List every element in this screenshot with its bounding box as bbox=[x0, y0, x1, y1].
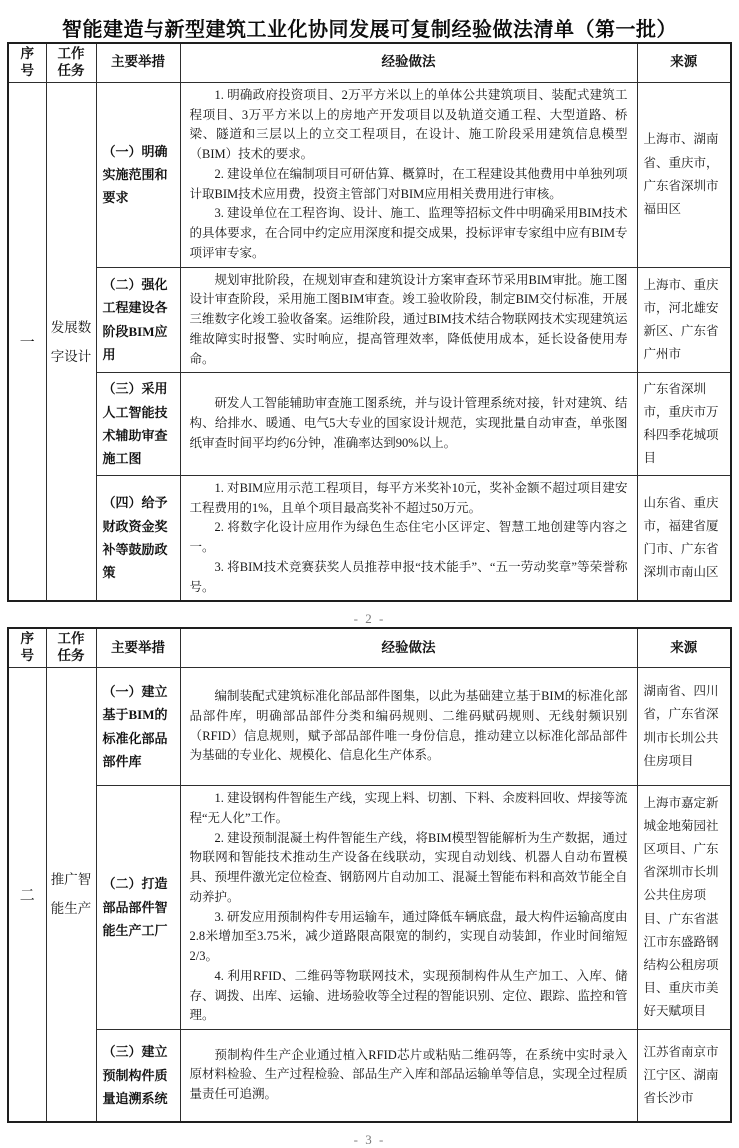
source-cell: 湖南省、四川省，广东省深圳市长圳公共住房项目 bbox=[637, 668, 731, 786]
practice-paragraph: 3. 研发应用预制构件专用运输车，通过降低车辆底盘，最大构件运输高度由2.8米增加至3.75米，减少道路限高限宽的制约，实现自动装卸，作业时间缩短2/3。 bbox=[189, 909, 628, 964]
practice-cell bbox=[180, 1030, 637, 1122]
practice-paragraph: 3. 建设单位在工程咨询、设计、施工、监理等招标文件中明确采用BIM技术的具体要求，在合同中约定应用深度和提交成果，投标评审专家组中应有BIM专项评审专家。 bbox=[189, 206, 628, 260]
practice-paragraph: 2. 建设预制混凝土构件智能生产线，将BIM模型智能解析为生产数据，通过物联网和智能技术推动生产设备在线联动，实现自动划线、机器人自动布置模具、预埋件激光定位检查、钢筋网片自动加工、混凝土智能布料和高效节能全自动养护。 bbox=[189, 830, 628, 904]
section1-task: 发展数字设计 bbox=[46, 82, 96, 601]
practice-paragraph: 1. 明确政府投资项目、2万平方米以上的单体公共建筑项目、装配式建筑工程项目、3万平方米以上的房地产开发项目以及轨道交通工程、大型道路、桥梁、隧道和三层以上的立交工程项目，在设计、施工阶段采用建筑信息模型（BIM）技术的要求。 bbox=[189, 87, 628, 161]
source-cell: 山东省、重庆市，福建省厦门市、广东省深圳市南山区 bbox=[637, 475, 731, 601]
page-number-3: - 3 - bbox=[353, 1131, 386, 1147]
table-digital-design bbox=[7, 42, 732, 602]
table-row bbox=[8, 786, 731, 1030]
practice-paragraph: 1. 建设钢构件智能生产线，实现上料、切割、下料、余废料回收、焊接等流程“无人化”工作。 bbox=[189, 791, 628, 825]
column-header-index: 序号 bbox=[8, 43, 46, 82]
measure-cell: （四）给予财政资金奖补等鼓励政策 bbox=[96, 475, 180, 601]
column-header-index: 序号 bbox=[8, 628, 46, 667]
practice-paragraph: 3. 将BIM技术竞赛获奖人员推荐申报“技术能手”、“五一劳动奖章”等荣誉称号。 bbox=[189, 559, 628, 594]
table-row bbox=[8, 373, 731, 476]
page-number-2: - 2 - bbox=[353, 611, 386, 627]
practice-paragraph: 规划审批阶段，在规划审查和建筑设计方案审查环节采用BIM审批。施工图设计审查阶段，采用施工图BIM审查。竣工验收阶段，制定BIM交付标准，开展三维数字化竣工验收备案。运维阶段，通过BIM技术结合物联网技术实现建筑运维故障实时报警、实时响应，提高管理效率，降低使用成本，延长设备使用寿命。 bbox=[189, 272, 628, 366]
column-header-source: 来源 bbox=[637, 43, 731, 82]
practice-paragraph: 2. 将数字化设计应用作为绿色生态住宅小区评定、智慧工地创建等内容之一。 bbox=[189, 520, 628, 555]
measure-cell: （三）采用人工智能技术辅助审查施工图 bbox=[96, 373, 180, 476]
section2-task: 推广智能生产 bbox=[46, 668, 96, 1122]
column-header-practice: 经验做法 bbox=[180, 628, 637, 667]
column-header-measure: 主要举措 bbox=[96, 628, 180, 667]
column-header-source: 来源 bbox=[637, 628, 731, 667]
table1-header-row bbox=[8, 43, 731, 82]
practice-paragraph: 编制装配式建筑标准化部品部件图集，以此为基础建立基于BIM的标准化部品部件库，明确部品部件分类和编码规则、二维码赋码规则、无线射频识别（RFID）信息规则，赋予部品部件唯一身份信息，推动建立以标准化部品部件为基础的专业化、规模化、信息化生产体系。 bbox=[189, 689, 628, 763]
table-row bbox=[8, 668, 731, 786]
section1-index: 一 bbox=[8, 82, 46, 601]
practice-paragraph: 4. 利用RFID、二维码等物联网技术，实现预制构件从生产加工、入库、储存、调拨、出库、运输、进场验收等全过程的智能识别、定位、跟踪、监控和管理。 bbox=[189, 968, 628, 1023]
column-header-measure: 主要举措 bbox=[96, 43, 180, 82]
measure-cell: （二）强化工程建设各阶段BIM应用 bbox=[96, 267, 180, 373]
section2-index: 二 bbox=[8, 668, 46, 1122]
practice-paragraph: 1. 对BIM应用示范工程项目，每平方米奖补10元，奖补金额不超过项目建安工程费用的1%，且单个项目最高奖补不超过50万元。 bbox=[189, 480, 628, 515]
practice-cell bbox=[180, 668, 637, 786]
measure-cell: （一）建立基于BIM的标准化部品部件库 bbox=[96, 668, 180, 786]
source-cell: 上海市嘉定新城金地菊园社区项目、广东省深圳市长圳公共住房项目、广东省湛江市东盛路钢结构公租房项目、重庆市美好天赋项目 bbox=[637, 786, 731, 1030]
practice-cell bbox=[180, 82, 637, 267]
practice-paragraph: 2. 建设单位在编制项目可研估算、概算时，在工程建设其他费用中单独列项计取BIM技术应用费，投资主管部门对BIM应用相关费用进行审核。 bbox=[189, 166, 628, 201]
table-row bbox=[8, 1030, 731, 1122]
table2-header-row bbox=[8, 628, 731, 667]
practice-cell bbox=[180, 475, 637, 601]
source-cell: 广东省深圳市，重庆市万科四季花城项目 bbox=[637, 373, 731, 476]
column-header-task: 工作任务 bbox=[46, 43, 96, 82]
measure-cell: （一）明确实施范围和要求 bbox=[96, 82, 180, 267]
practice-paragraph: 预制构件生产企业通过植入RFID芯片或粘贴二维码等，在系统中实时录入原材料检验、生产过程检验、部品生产入库和部品运输单等信息，实现全过程质量责任可追溯。 bbox=[189, 1047, 628, 1102]
practice-cell bbox=[180, 267, 637, 373]
column-header-task: 工作任务 bbox=[46, 628, 96, 667]
measure-cell: （二）打造部品部件智能生产工厂 bbox=[96, 786, 180, 1030]
table-row bbox=[8, 267, 731, 373]
practice-cell bbox=[180, 786, 637, 1030]
practice-cell bbox=[180, 373, 637, 476]
table-intelligent-production bbox=[7, 627, 732, 1122]
source-cell: 江苏省南京市江宁区、湖南省长沙市 bbox=[637, 1030, 731, 1122]
source-cell: 上海市、重庆市，河北雄安新区、广东省广州市 bbox=[637, 267, 731, 373]
table-row bbox=[8, 475, 731, 601]
measure-cell: （三）建立预制构件质量追溯系统 bbox=[96, 1030, 180, 1122]
column-header-practice: 经验做法 bbox=[180, 43, 637, 82]
practice-paragraph: 研发人工智能辅助审查施工图系统，并与设计管理系统对接，针对建筑、结构、给排水、暖通、电气5大专业的国家设计规范，实现批量自动审查，单张图纸审查时间平均约6分钟，准确率达到90%以上。 bbox=[189, 396, 628, 450]
document-title: 智能建造与新型建筑工业化协同发展可复制经验做法清单（第一批） bbox=[62, 19, 677, 41]
table-row bbox=[8, 82, 731, 267]
source-cell: 上海市、湖南省、重庆市，广东省深圳市福田区 bbox=[637, 82, 731, 267]
